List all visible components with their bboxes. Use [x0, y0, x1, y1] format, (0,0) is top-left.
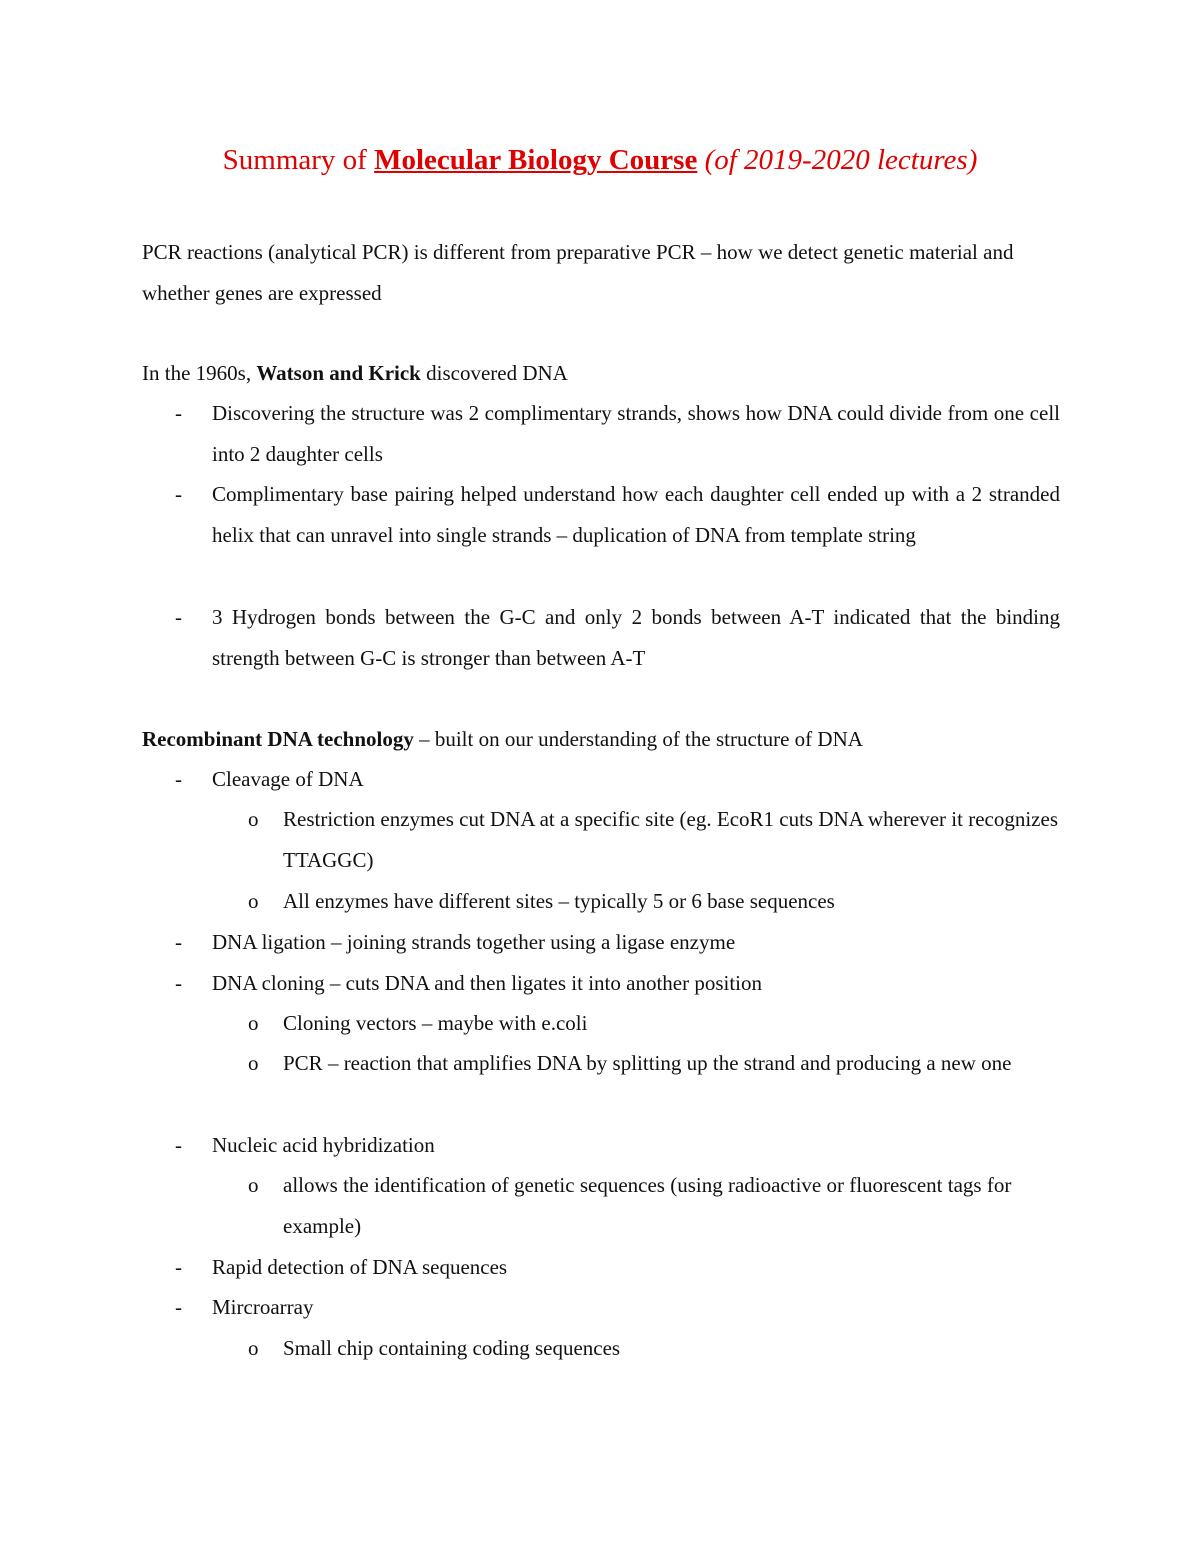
bullet-circle: o: [248, 1336, 259, 1360]
list-item: Nucleic acid hybridization: [212, 1133, 435, 1157]
bullet-dash: -: [175, 482, 182, 506]
list-item: Mircroarray: [212, 1295, 314, 1319]
bullet-circle: o: [248, 889, 259, 913]
sub-list-item: Restriction enzymes cut DNA at a specific site (eg. EcoR1 cuts DNA wherever it recognizes TTAGGC): [283, 807, 1059, 872]
list-item: DNA cloning – cuts DNA and then ligates it into another position: [212, 971, 763, 995]
list-item: Complimentary base pairing helped understand how each daughter cell ended up with a 2 stranded helix that can unravel into single strands – duplication of DNA from template string: [212, 482, 1060, 547]
bullet-dash: -: [175, 401, 182, 425]
bullet-circle: o: [248, 807, 259, 831]
sub-list-item: allows the identification of genetic sequences (using radioactive or fluorescent tags for example): [283, 1173, 1012, 1238]
bullet-circle: o: [248, 1173, 259, 1197]
recombinant-dna-bold: Recombinant DNA technology: [142, 727, 414, 751]
section-heading-recombinant-dna: Recombinant DNA technology – built on our understanding of the structure of DNA: [142, 727, 863, 751]
bullet-circle: o: [248, 1011, 259, 1035]
watson-krick-bold: Watson and Krick: [256, 361, 421, 385]
title-lecture-years: (of 2019-2020 lectures): [697, 144, 978, 176]
list-item: Cleavage of DNA: [212, 767, 364, 791]
bullet-dash: -: [175, 930, 182, 954]
bullet-dash: -: [175, 971, 182, 995]
intro-paragraph: PCR reactions (analytical PCR) is different from preparative PCR – how we detect genetic material and whether genes are expressed: [142, 240, 1014, 305]
list-item: DNA ligation – joining strands together using a ligase enzyme: [212, 930, 736, 954]
sub-list-item: Small chip containing coding sequences: [283, 1336, 621, 1360]
list-item: Discovering the structure was 2 complimentary strands, shows how DNA could divide from one cell into 2 daughter cells: [212, 401, 1060, 466]
bullet-dash: -: [175, 1295, 182, 1319]
sub-list-item: Cloning vectors – maybe with e.coli: [283, 1011, 588, 1035]
bullet-dash: -: [175, 1255, 182, 1279]
title-course-name: Molecular Biology Course: [374, 144, 698, 176]
sub-list-item: PCR – reaction that amplifies DNA by splitting up the strand and producing a new one: [283, 1051, 1012, 1075]
sub-list-item: All enzymes have different sites – typically 5 or 6 base sequences: [283, 889, 835, 913]
section-heading-watson-krick: In the 1960s, Watson and Krick discovered DNA: [142, 361, 568, 385]
bullet-dash: -: [175, 767, 182, 791]
title-prefix: Summary of: [222, 144, 375, 176]
document-title: [0, 140, 1200, 180]
bullet-circle: o: [248, 1051, 259, 1075]
list-item: Rapid detection of DNA sequences: [212, 1255, 508, 1279]
list-item: 3 Hydrogen bonds between the G-C and only 2 bonds between A-T indicated that the binding strength between G-C is stronger than between A-T: [212, 605, 1060, 670]
bullet-dash: -: [175, 1133, 182, 1157]
bullet-dash: -: [175, 605, 182, 629]
